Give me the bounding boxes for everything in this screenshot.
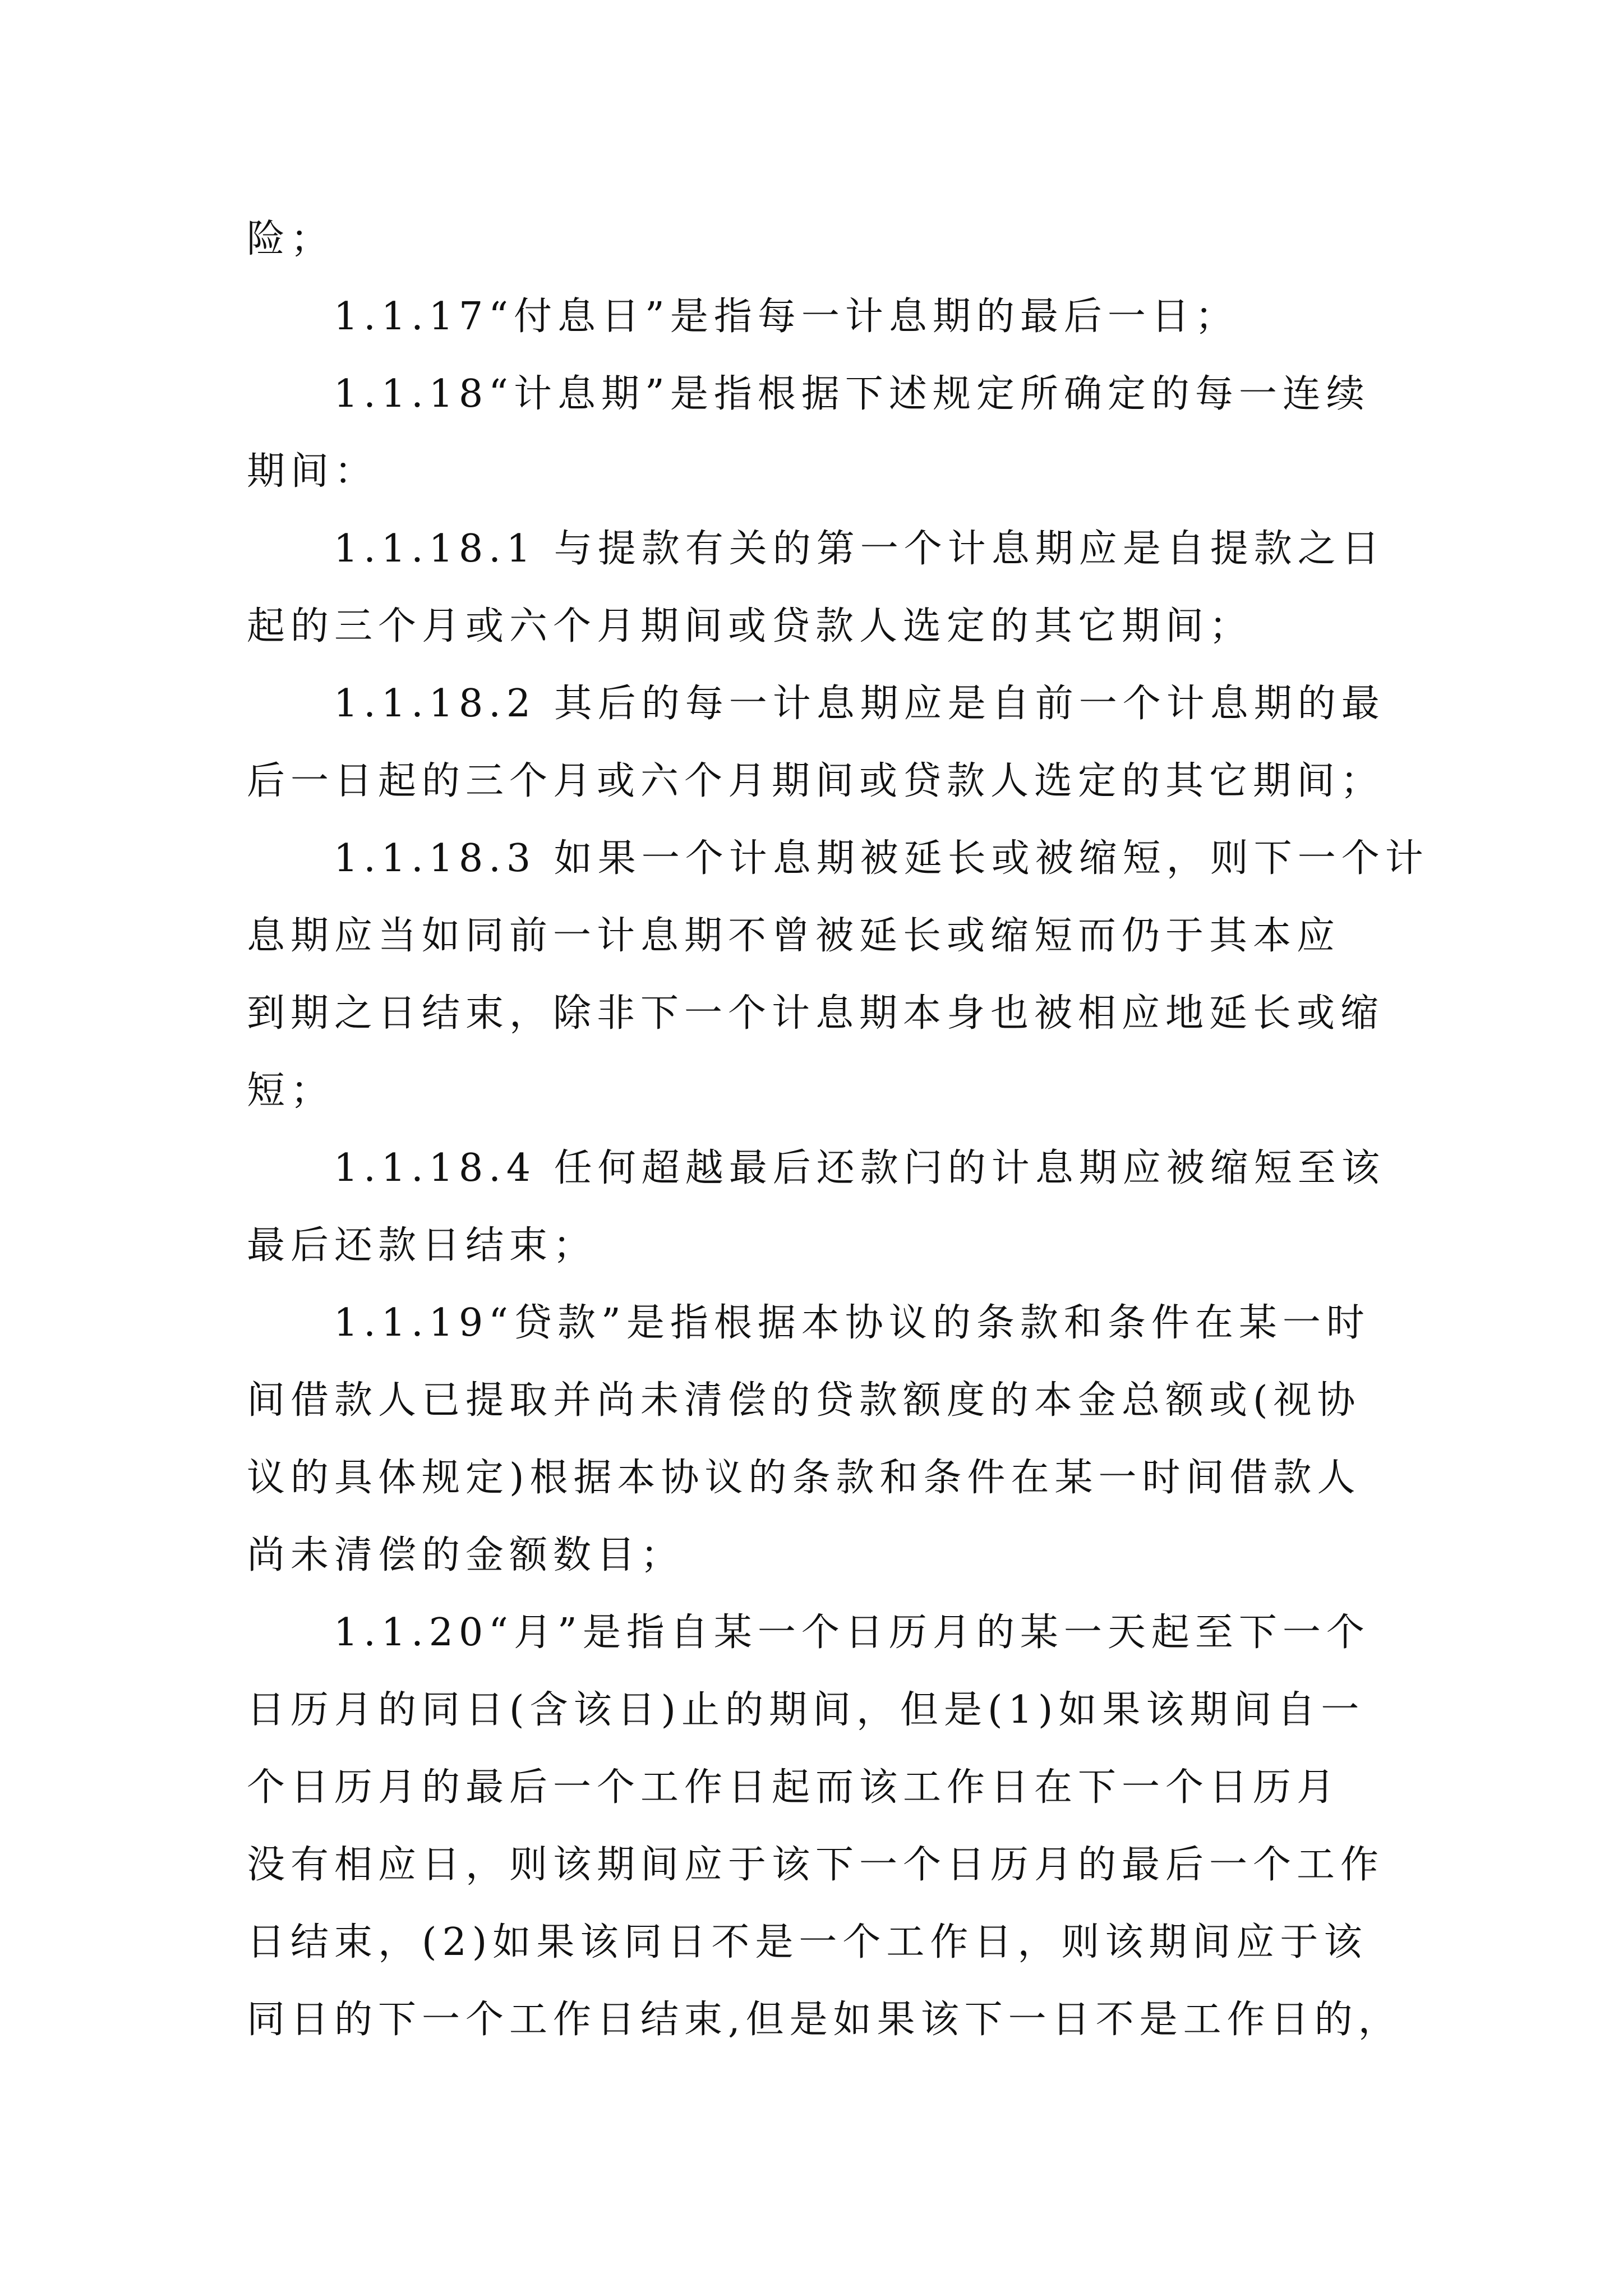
text-line: 没有相应日，则该期间应于该下一个日历月的最后一个工作 bbox=[247, 1843, 1385, 1887]
text-line: 险； bbox=[247, 217, 335, 261]
text-line: 到期之日结束，除非下一个计息期本身也被相应地延长或缩 bbox=[247, 991, 1385, 1036]
text-line: 息期应当如同前一计息期不曾被延长或缩短而仍于其本应 bbox=[247, 914, 1341, 958]
text-line: 1.1.18.4 任何超越最后还款闩的计息期应被缩短至该 bbox=[334, 1146, 1385, 1190]
text-line: 期间： bbox=[247, 449, 379, 494]
text-line: 起的三个月或六个月期间或贷款人选定的其它期间； bbox=[247, 604, 1253, 648]
text-line: 1.1.17“付息日”是指每一计息期的最后一日； bbox=[334, 295, 1239, 339]
text-line: 同日的下一个工作日结束,但是如果该下一日不是工作日的， bbox=[247, 1998, 1402, 2042]
text-line: 1.1.20“月”是指自某一个日历月的某一天起至下一个 bbox=[334, 1611, 1370, 1655]
text-line: 1.1.19“贷款”是指根据本协议的条款和条件在某一时 bbox=[334, 1301, 1370, 1345]
text-line: 议的具体规定)根据本协议的条款和条件在某一时间借款人 bbox=[247, 1456, 1361, 1500]
text-line: 日结束，(2)如果该同日不是一个工作日，则该期间应于该 bbox=[247, 1920, 1368, 1964]
text-line: 间借款人已提取并尚未清偿的贷款额度的本金总额或(视协 bbox=[247, 1378, 1361, 1423]
text-line: 个日历月的最后一个工作日起而该工作日在下一个日历月 bbox=[247, 1765, 1341, 1810]
text-line: 日历月的同日(含该日)止的期间，但是(1)如果该期间自一 bbox=[247, 1688, 1365, 1732]
text-line: 1.1.18“计息期”是指根据下述规定所确定的每一连续 bbox=[334, 372, 1370, 416]
text-line: 短； bbox=[247, 1069, 335, 1113]
text-line: 1.1.18.2 其后的每一计息期应是自前一个计息期的最 bbox=[334, 682, 1385, 726]
text-line: 尚未清偿的金额数目； bbox=[247, 1533, 685, 1577]
text-line: 1.1.18.1 与提款有关的第一个计息期应是自提款之日 bbox=[334, 527, 1385, 571]
text-line: 1.1.18.3 如果一个计息期被延长或被缩短，则下一个计 bbox=[334, 836, 1429, 881]
text-line: 最后还款日结束； bbox=[247, 1223, 597, 1268]
text-line: 后一日起的三个月或六个月期间或贷款人选定的其它期间； bbox=[247, 759, 1385, 803]
document-page bbox=[247, 201, 1429, 2059]
